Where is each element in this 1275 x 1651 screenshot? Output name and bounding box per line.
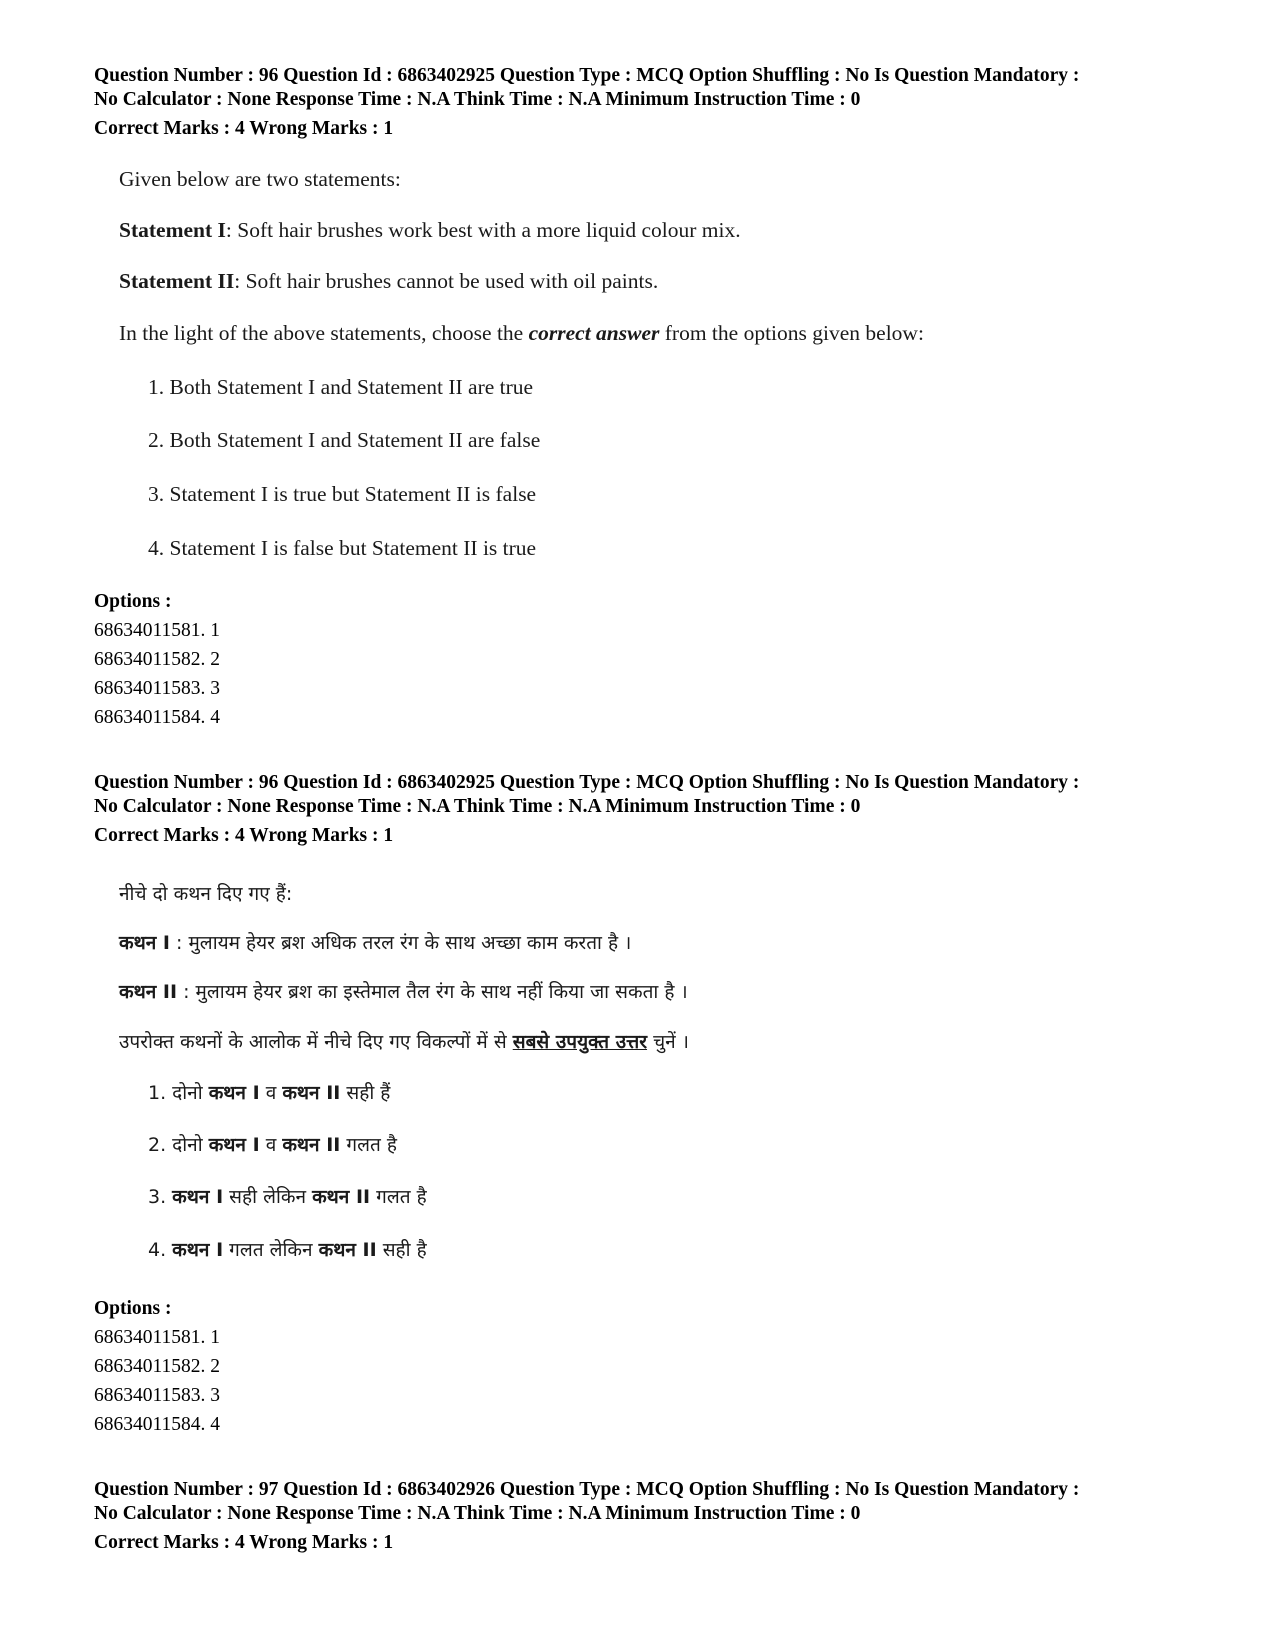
statement-1-text: : Soft hair brushes work best with a more liquid colour mix.	[225, 218, 741, 242]
choice-bold: कथन I	[172, 1239, 224, 1261]
statement-1	[119, 218, 741, 243]
statement-2-label: Statement II	[119, 269, 235, 293]
choice-bold: कथन II	[318, 1239, 377, 1261]
option-item: 68634011584. 4	[94, 1414, 221, 1435]
statement-1-label: कथन I	[119, 932, 170, 954]
choice-text: व	[259, 1082, 283, 1104]
marks-line: Correct Marks : 4 Wrong Marks : 1	[94, 825, 394, 846]
meta-line-1: Question Number : 96 Question Id : 6863402925 Question Type : MCQ Option Shuffling : No Is Question Mandatory :	[94, 65, 1080, 86]
choice-bold: कथन II	[282, 1082, 341, 1104]
question-intro: Given below are two statements:	[119, 167, 401, 191]
option-item: 68634011583. 3	[94, 1385, 221, 1406]
options-list	[94, 587, 220, 732]
statement-2	[119, 269, 658, 294]
marks-line: Correct Marks : 4 Wrong Marks : 1	[94, 118, 394, 139]
question-96-hindi-meta	[94, 771, 1214, 848]
choice-4-hindi	[148, 1236, 427, 1262]
option-item: 68634011581. 1	[94, 620, 221, 641]
option-item: 68634011582. 2	[94, 649, 221, 670]
choice-text: सही है	[376, 1239, 427, 1261]
question-97-meta	[94, 1478, 1214, 1555]
option-item: 68634011583. 3	[94, 678, 221, 699]
choice-text: सही हैं	[340, 1082, 391, 1104]
option-item: 68634011581. 1	[94, 1327, 221, 1348]
instruction-post: from the options given below:	[659, 321, 924, 345]
statement-2-text: : Soft hair brushes cannot be used with oil paints.	[234, 269, 659, 293]
choice-text: सही लेकिन	[223, 1186, 313, 1208]
choice-1: 1. Both Statement I and Statement II are true	[148, 375, 534, 399]
question-intro-hindi: नीचे दो कथन दिए गए हैं:	[119, 883, 293, 905]
options-header: Options :	[94, 591, 172, 612]
choice-bold: कथन II	[282, 1134, 341, 1156]
choice-text: 4.	[148, 1239, 173, 1261]
meta-line-2: No Calculator : None Response Time : N.A Think Time : N.A Minimum Instruction Time : 0	[94, 1503, 861, 1524]
option-item: 68634011582. 2	[94, 1356, 221, 1377]
choice-text: व	[259, 1134, 283, 1156]
choice-1-hindi	[148, 1079, 390, 1105]
choice-text: 2. दोनो	[148, 1134, 209, 1156]
choice-bold: कथन I	[208, 1082, 260, 1104]
choice-text: 1. दोनो	[148, 1082, 209, 1104]
statement-2-label: कथन II	[119, 981, 178, 1003]
options-list	[94, 1294, 220, 1439]
instruction-emphasis: correct answer	[528, 321, 660, 345]
option-item: 68634011584. 4	[94, 707, 221, 728]
choice-3: 3. Statement I is true but Statement II is false	[148, 482, 537, 506]
statement-1-text: : मुलायम हेयर ब्रश अधिक तरल रंग के साथ अच्छा काम करता है ।	[169, 932, 632, 954]
choice-text: गलत है	[340, 1134, 397, 1156]
statement-1-label: Statement I	[119, 218, 226, 242]
choice-text: गलत लेकिन	[223, 1239, 319, 1261]
choice-text: गलत है	[370, 1186, 427, 1208]
meta-line-1: Question Number : 96 Question Id : 6863402925 Question Type : MCQ Option Shuffling : No Is Question Mandatory :	[94, 772, 1080, 793]
meta-line-2: No Calculator : None Response Time : N.A Think Time : N.A Minimum Instruction Time : 0	[94, 796, 861, 817]
statement-2-text: : मुलायम हेयर ब्रश का इस्तेमाल तैल रंग के साथ नहीं किया जा सकता है ।	[177, 981, 688, 1003]
options-header: Options :	[94, 1298, 172, 1319]
question-96-meta	[94, 64, 1214, 141]
instruction-hindi	[119, 1028, 689, 1054]
statement-2-hindi	[119, 978, 688, 1004]
instruction-post: चुनें ।	[647, 1031, 689, 1053]
meta-line-2: No Calculator : None Response Time : N.A Think Time : N.A Minimum Instruction Time : 0	[94, 89, 861, 110]
choice-text: 3.	[148, 1186, 173, 1208]
marks-line: Correct Marks : 4 Wrong Marks : 1	[94, 1532, 394, 1553]
choice-3-hindi	[148, 1183, 427, 1209]
choice-2: 2. Both Statement I and Statement II are false	[148, 428, 541, 452]
choice-bold: कथन II	[312, 1186, 371, 1208]
choice-2-hindi	[148, 1131, 397, 1157]
instruction-emphasis: सबसे उपयुक्त उत्तर	[512, 1031, 648, 1053]
statement-1-hindi	[119, 929, 631, 955]
meta-line-1: Question Number : 97 Question Id : 6863402926 Question Type : MCQ Option Shuffling : No Is Question Mandatory :	[94, 1479, 1080, 1500]
choice-4: 4. Statement I is false but Statement II is true	[148, 536, 537, 560]
choice-bold: कथन I	[208, 1134, 260, 1156]
instruction	[119, 321, 924, 346]
choice-bold: कथन I	[172, 1186, 224, 1208]
instruction-pre: उपरोक्त कथनों के आलोक में नीचे दिए गए विकल्पों में से	[119, 1031, 513, 1053]
instruction-pre: In the light of the above statements, choose the	[119, 321, 529, 345]
